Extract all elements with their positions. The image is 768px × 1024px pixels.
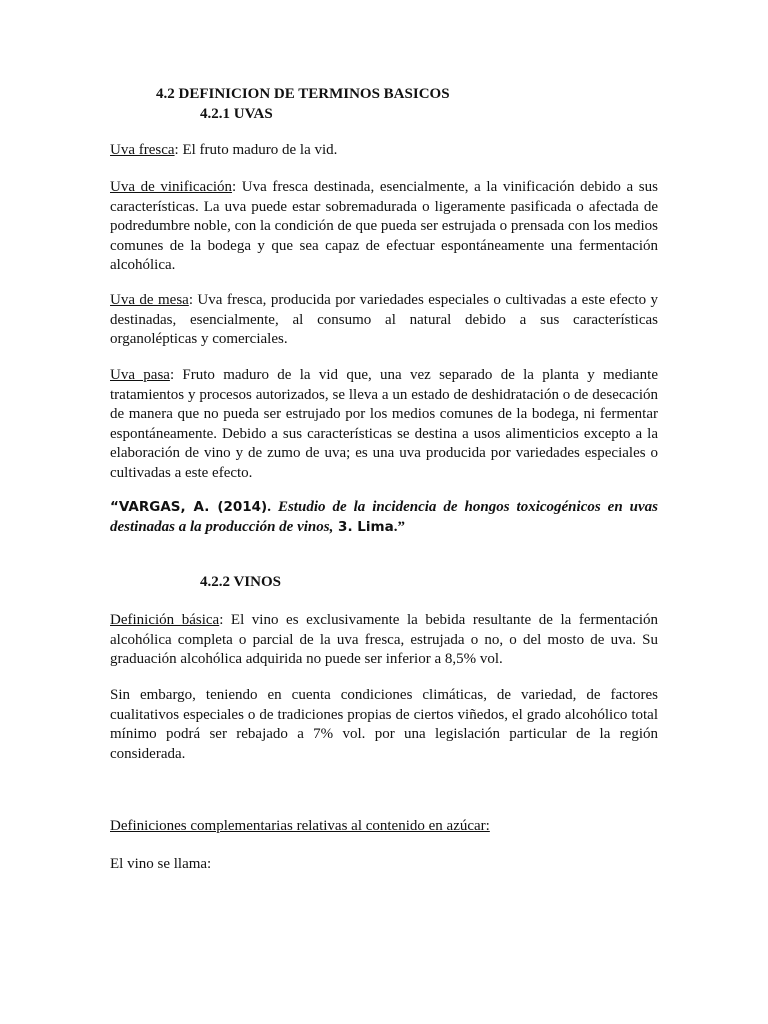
definition-uva-pasa	[110, 366, 658, 483]
term-uva-pasa: Uva pasa	[110, 367, 170, 383]
complementary-definitions-heading	[110, 817, 658, 837]
section-title: 4.2 DEFINICION DE TERMINOS BASICOS	[156, 86, 450, 102]
definition-text: : El fruto maduro de la vid.	[174, 142, 338, 158]
citation-author: “VARGAS, A. (2014)	[110, 499, 268, 515]
subsection-vinos-heading: 4.2.2 VINOS	[200, 574, 281, 590]
term-uva-de-vinificacion: Uva de vinificación	[110, 179, 233, 195]
citation	[110, 498, 658, 537]
subsection-uvas-heading: 4.2.1 UVAS	[200, 106, 273, 122]
paragraph-sin-embargo: Sin embargo, teniendo en cuenta condiciones climáticas, de variedad, de factores cualitativos especiales o de tradiciones propias de ciertos viñedos, el grado alcohólico total mínimo podrá ser rebajado a 7% vol. por una legislación particular de la región considerada.	[110, 687, 658, 762]
definition-text: : Uva fresca, producida por variedades especiales o cultivadas a este efecto y destinadas, esencialmente, al consumo al natural debido a sus características organolépticas y comerciales.	[110, 292, 658, 347]
citation-end: .”	[393, 518, 405, 535]
citation-title: Estudio de la incidencia de hongos toxicogénicos en uvas destinadas a la producción de vinos,	[110, 499, 658, 535]
definition-text: : Uva fresca destinada, esencialmente, a la vinificación debido a sus características. La uva puede estar sobremadurada o ligeramente pasificada o afectada de podredumbre noble, con la condición de que pueda ser estrujada o prensada con los medios comunes de la bodega y que sea capaz de efectuar espontáneamente una fermentación alcohólica.	[110, 179, 658, 273]
definition-uva-fresca	[110, 141, 658, 161]
citation-separator: .	[267, 499, 278, 515]
term-definicion-basica: Definición básica	[110, 612, 220, 628]
term-uva-de-mesa: Uva de mesa	[110, 292, 189, 308]
complementary-definitions-label: Definiciones complementarias relativas al contenido en azúcar:	[110, 818, 490, 834]
definition-basica	[110, 611, 658, 670]
citation-tail: 3. Lima	[333, 518, 394, 535]
vino-se-llama: El vino se llama:	[110, 856, 212, 872]
definition-uva-de-vinificacion	[110, 178, 658, 276]
definition-uva-de-mesa	[110, 291, 658, 350]
definition-text: : Fruto maduro de la vid que, una vez separado de la planta y mediante tratamientos y procesos autorizados, se lleva a un estado de deshidratación o de desecación de manera que no pueda ser estrujado por los medios comunes de la bodega, ni fermentar espontáneamente. Debido a sus características se destina a usos alimenticios excepto a la elaboración de vino y de zumo de uva; es una uva producida por variedades especiales o cultivadas a este efecto.	[110, 367, 658, 481]
term-uva-fresca: Uva fresca	[110, 142, 175, 158]
definition-text: : El vino es exclusivamente la bebida resultante de la fermentación alcohólica completa o parcial de la uva fresca, estrujada o no, o del mosto de uva. Su graduación alcohólica adquirida no puede ser inferior a 8,5% vol.	[110, 612, 658, 667]
